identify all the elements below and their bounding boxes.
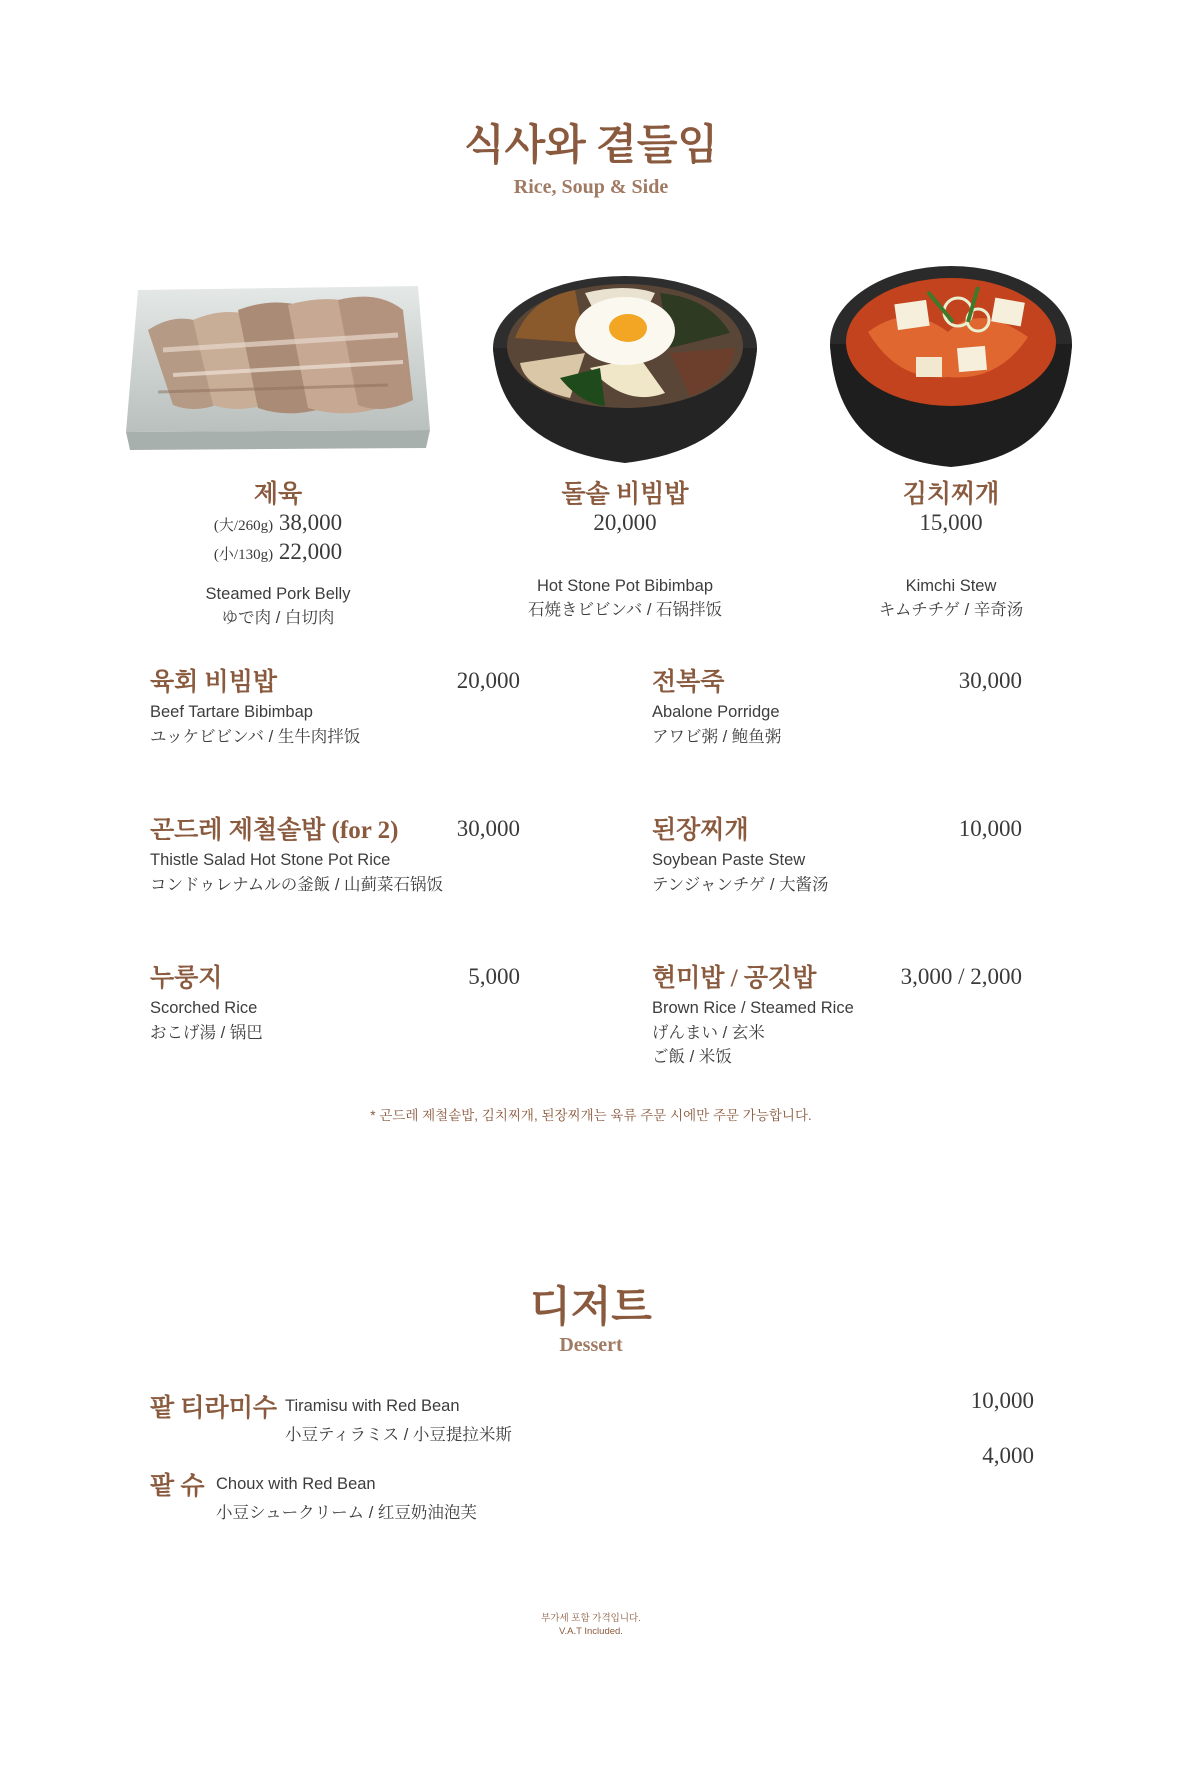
- item-name-en: Soybean Paste Stew: [652, 851, 806, 869]
- meal-section-title: 식사와 곁들임: [464, 123, 718, 169]
- item-price: 10,000: [958, 816, 1022, 841]
- steamed-pork-belly-photo: [118, 280, 438, 455]
- menu-item-beef-tartare-bibimbap: [150, 666, 520, 749]
- item-name-jp-cn: アワビ粥 / 鲍鱼粥: [652, 727, 782, 746]
- item-name-kr: 현미밥 / 공깃밥: [652, 965, 817, 992]
- vat-note: [0, 1612, 1182, 1638]
- featured-item-kimchi-stew: [786, 480, 1116, 622]
- item-name-en: Beef Tartare Bibimbap: [150, 703, 313, 721]
- dessert-section-title: 디저트: [530, 1285, 652, 1331]
- item-name-kr: 된장찌개: [652, 817, 749, 844]
- dessert-price: 10,000: [970, 1388, 1034, 1413]
- featured-item-pork-belly: [113, 480, 443, 630]
- featured-name-jp-cn: 石焼きビビンバ / 石锅拌饭: [527, 601, 723, 619]
- dessert-name-jp-cn: 小豆ティラミス / 小豆提拉米斯: [285, 1426, 512, 1444]
- dessert-name-jp-cn: 小豆シュークリーム / 红豆奶油泡芙: [216, 1504, 477, 1522]
- item-price: 30,000: [958, 668, 1022, 693]
- item-name-jp-cn: げんまい / 玄米: [652, 1023, 765, 1042]
- featured-name-en: Steamed Pork Belly: [205, 585, 351, 603]
- item-price: 5,000: [468, 964, 520, 989]
- item-name-jp-cn: おこげ湯 / 锅巴: [150, 1023, 263, 1042]
- item-name-jp-cn: ユッケビビンバ / 生牛肉拌饭: [150, 727, 361, 746]
- vat-note-en: V.A.T Included.: [559, 1626, 623, 1637]
- price-small: (小/130g) 22,000: [213, 539, 343, 564]
- featured-name-jp-cn: ゆで肉 / 白切肉: [221, 609, 335, 627]
- item-name-en: Abalone Porridge: [652, 703, 780, 721]
- item-name-en: Scorched Rice: [150, 999, 258, 1017]
- hot-stone-pot-bibimbap-photo: [490, 268, 760, 468]
- dessert-item-tiramisu: [150, 1388, 277, 1424]
- item-name-jp-cn-2: ご飯 / 米饭: [652, 1048, 732, 1066]
- item-name-kr: 누룽지: [150, 965, 223, 992]
- dessert-name-en: Choux with Red Bean: [216, 1475, 376, 1493]
- dessert-item-choux: [150, 1466, 205, 1502]
- featured-name-en: Kimchi Stew: [905, 577, 997, 595]
- dessert-name-kr: 팥 티라미수: [150, 1395, 278, 1422]
- item-price: 30,000: [456, 816, 520, 841]
- item-price: 20,000: [456, 668, 520, 693]
- order-note: * 곤드레 제철솥밥, 김치찌개, 된장찌개는 육류 주문 시에만 주문 가능합니다.: [370, 1108, 812, 1123]
- dessert-name-en: Tiramisu with Red Bean: [285, 1397, 460, 1415]
- featured-name-kr: 제육: [253, 481, 303, 508]
- featured-item-bibimbap: [460, 480, 790, 622]
- featured-name-en: Hot Stone Pot Bibimbap: [536, 577, 714, 595]
- price-large: (大/260g) 38,000: [213, 510, 343, 535]
- price: 15,000: [919, 510, 983, 535]
- featured-name-kr: 김치찌개: [902, 481, 1000, 508]
- dessert-price: 4,000: [982, 1443, 1034, 1468]
- menu-item-soybean-paste-stew: [652, 814, 1022, 897]
- item-name-en: Thistle Salad Hot Stone Pot Rice: [150, 851, 391, 869]
- price: 20,000: [593, 510, 657, 535]
- featured-name-kr: 돌솥 비빔밥: [561, 481, 689, 508]
- item-name-kr: 전복죽: [652, 669, 725, 696]
- meal-section-subtitle: Rice, Soup & Side: [513, 176, 669, 198]
- item-name-kr: 육회 비빔밥: [150, 669, 278, 696]
- item-name-en: Brown Rice / Steamed Rice: [652, 999, 854, 1017]
- dessert-section-subtitle: Dessert: [559, 1334, 623, 1356]
- menu-item-thistle-pot-rice: [150, 814, 520, 897]
- kimchi-stew-photo: [828, 262, 1074, 472]
- item-name-kr: 곤드레 제철솥밥 (for 2): [150, 817, 399, 844]
- item-name-jp-cn: コンドゥレナムルの釜飯 / 山蓟菜石锅饭: [150, 875, 444, 894]
- item-name-jp-cn: テンジャンチゲ / 大酱汤: [652, 875, 829, 894]
- featured-name-jp-cn: キムチチゲ / 辛奇汤: [878, 601, 1024, 619]
- menu-item-abalone-porridge: [652, 666, 1022, 749]
- vat-note-kr: 부가세 포함 가격입니다.: [541, 1613, 641, 1624]
- item-price: 3,000 / 2,000: [900, 964, 1022, 989]
- menu-item-brown-steamed-rice: [652, 962, 1022, 1070]
- menu-item-scorched-rice: [150, 962, 520, 1045]
- dessert-name-kr: 팥 슈: [150, 1473, 205, 1500]
